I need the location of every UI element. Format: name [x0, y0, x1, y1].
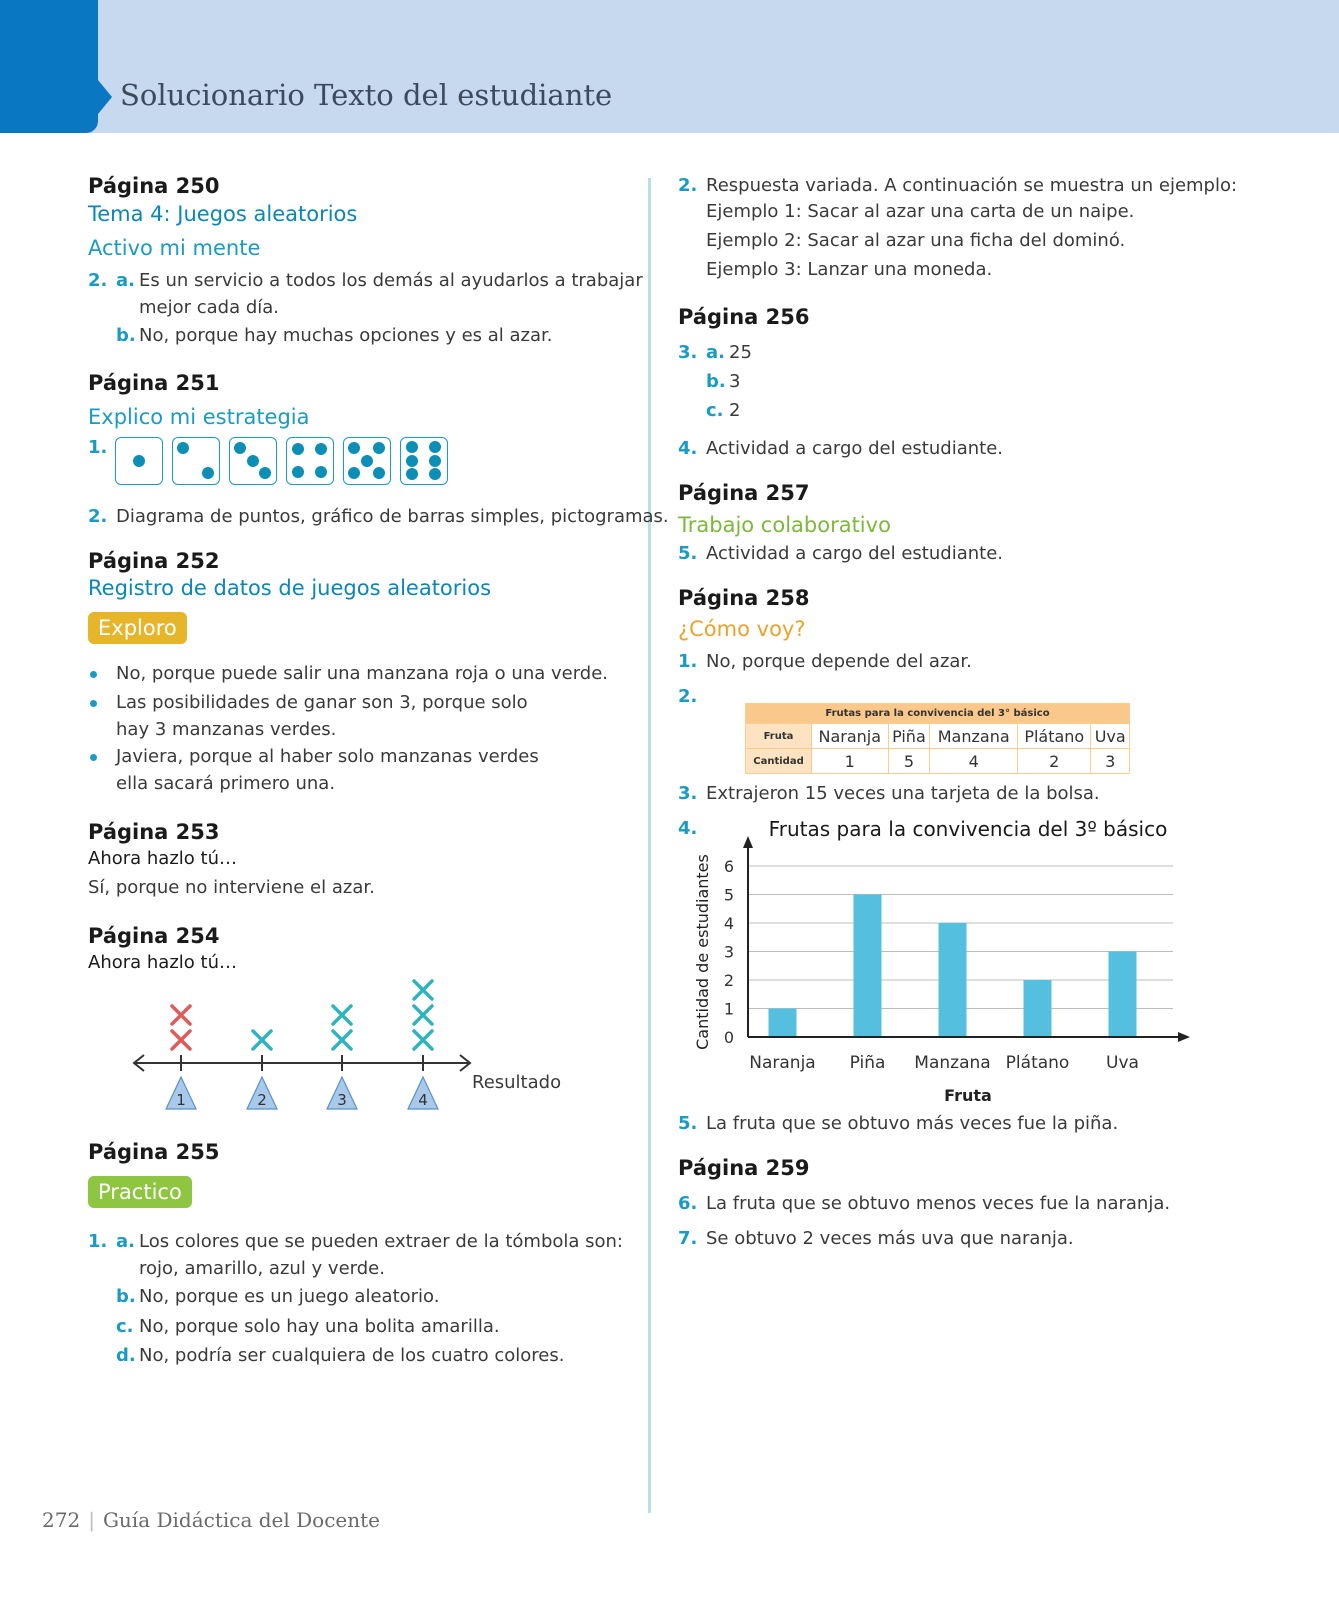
item-number: 2. — [88, 270, 108, 291]
answer-text: La fruta que se obtuvo menos veces fue la naranja. — [706, 1193, 1171, 1214]
answer-text: No, porque depende del azar. — [706, 651, 972, 672]
x-mark-icon — [333, 1031, 351, 1049]
badge-practico: Practico — [88, 1176, 192, 1208]
bullet-icon — [90, 754, 97, 761]
answer-text: No, porque solo hay una bolita amarilla. — [139, 1316, 500, 1337]
answer-text: Se obtuvo 2 veces más uva que naranja. — [706, 1228, 1074, 1249]
page-heading-253: Página 253 — [88, 820, 220, 844]
item-letter: c. — [116, 1316, 134, 1337]
die-pip — [177, 442, 189, 454]
x-mark-icon — [253, 1031, 271, 1049]
die-pip — [259, 467, 271, 479]
x-mark-icon — [414, 1031, 432, 1049]
die-pip — [348, 467, 360, 479]
die-pip — [373, 442, 385, 454]
die-pip — [406, 441, 418, 453]
subheading: Ahora hazlo tú… — [88, 952, 237, 973]
answer-value: 25 — [729, 342, 752, 363]
answer-text: ella sacará primero una. — [116, 773, 336, 794]
answer-text: rojo, amarillo, azul y verde. — [139, 1258, 385, 1279]
x-tick-label: Manzana — [914, 1053, 991, 1073]
item-number: 2. — [678, 175, 698, 196]
answer-text: Ejemplo 3: Lanzar una moneda. — [706, 259, 993, 280]
header-title: Solucionario Texto del estudiante — [120, 78, 613, 112]
x-mark-icon — [414, 1006, 432, 1024]
die-pip — [429, 468, 441, 480]
answer-text: mejor cada día. — [139, 297, 280, 318]
x-axis-arrow-icon — [1178, 1032, 1190, 1042]
item-number: 4. — [678, 438, 698, 459]
page-header — [0, 0, 1339, 133]
answer-text: Ejemplo 2: Sacar al azar una ficha del dominó. — [706, 230, 1126, 251]
x-axis-label: Fruta — [944, 1086, 992, 1105]
header-arrow-icon — [98, 80, 112, 114]
table-cell: Manzana — [930, 724, 1018, 749]
answer-value: 2 — [729, 400, 741, 421]
die-pip — [406, 468, 418, 480]
x-tick-label: Piña — [849, 1053, 886, 1073]
page-heading-254: Página 254 — [88, 924, 220, 948]
page-heading-257: Página 257 — [678, 481, 810, 505]
die-pip — [292, 466, 304, 478]
answer-text: Respuesta variada. A continuación se muestra un ejemplo: — [706, 175, 1238, 196]
table-row-label: Cantidad — [746, 749, 812, 774]
answer-text: Extrajeron 15 veces una tarjeta de la bolsa. — [706, 783, 1100, 804]
answer-text: hay 3 manzanas verdes. — [116, 719, 337, 740]
line-plot-tick-label: 2 — [257, 1091, 267, 1109]
bullet-icon — [90, 700, 97, 707]
topic-title: Registro de datos de juegos aleatorios — [88, 576, 492, 600]
line-plot — [128, 975, 562, 1125]
line-plot-tick-label: 4 — [418, 1091, 428, 1109]
table-cell: Plátano — [1018, 724, 1091, 749]
item-number: 3. — [678, 342, 698, 363]
x-tick-label: Uva — [1106, 1053, 1139, 1073]
answer-text: No, porque hay muchas opciones y es al azar. — [139, 325, 553, 346]
footer-separator: | — [88, 1508, 95, 1532]
item-letter: b. — [116, 325, 136, 346]
page-heading-258: Página 258 — [678, 586, 810, 610]
item-number: 1. — [88, 1231, 108, 1252]
item-number: 2. — [678, 686, 698, 707]
y-tick-label: 0 — [723, 1028, 734, 1047]
bar — [769, 1009, 797, 1038]
die-pip — [247, 455, 259, 467]
bar — [1024, 980, 1052, 1037]
bullet-icon — [90, 671, 97, 678]
answer-text: La fruta que se obtuvo más veces fue la piña. — [706, 1113, 1119, 1134]
table-caption: Frutas para la convivencia del 3° básico — [746, 704, 1130, 724]
die-face-3-icon — [229, 437, 277, 485]
line-plot-axis-label: Resultado — [472, 1072, 562, 1093]
item-letter: b. — [116, 1286, 136, 1307]
answer-value: 3 — [729, 371, 741, 392]
die-face-6-icon — [400, 437, 448, 485]
die-pip — [406, 455, 418, 467]
answer-text: No, porque es un juego aleatorio. — [139, 1286, 440, 1307]
die-face-2-icon — [172, 437, 220, 485]
y-axis-label: Cantidad de estudiantes — [693, 854, 712, 1050]
y-tick-label: 4 — [723, 914, 734, 933]
line-plot-tick-label: 1 — [176, 1091, 186, 1109]
subheading: Ahora hazlo tú… — [88, 848, 237, 869]
die-pip — [373, 467, 385, 479]
die-face-4-icon — [286, 437, 334, 485]
section-activo: Activo mi mente — [88, 236, 261, 260]
x-mark-icon — [333, 1006, 351, 1024]
bar — [854, 895, 882, 1038]
bar — [939, 923, 967, 1037]
chart-title: Frutas para la convivencia del 3º básico — [768, 817, 1168, 841]
section-trabajo: Trabajo colaborativo — [678, 513, 891, 537]
table-cell: 4 — [930, 749, 1018, 774]
x-mark-icon — [172, 1031, 190, 1049]
page-number: 272 — [42, 1508, 81, 1532]
x-mark-icon — [172, 1006, 190, 1024]
item-number: 5. — [678, 1113, 698, 1134]
die-pip — [348, 442, 360, 454]
item-letter: a. — [116, 1231, 135, 1252]
footer-guide: Guía Didáctica del Docente — [102, 1508, 381, 1532]
page-footer — [42, 1508, 380, 1532]
fruit-table — [745, 703, 1130, 774]
answer-text: No, podría ser cualquiera de los cuatro colores. — [139, 1345, 565, 1366]
page-heading-251: Página 251 — [88, 371, 220, 395]
section-como-voy: ¿Cómo voy? — [678, 617, 806, 641]
table-cell: 3 — [1091, 749, 1130, 774]
x-tick-label: Naranja — [749, 1053, 816, 1073]
answer-text: Actividad a cargo del estudiante. — [706, 438, 1003, 459]
y-tick-label: 6 — [723, 857, 734, 876]
answer-text: Sí, porque no interviene el azar. — [88, 877, 375, 898]
die-pip — [315, 466, 327, 478]
column-divider — [648, 178, 651, 1513]
die-pip — [429, 455, 441, 467]
topic-title: Tema 4: Juegos aleatorios — [88, 202, 358, 226]
answer-text: Los colores que se pueden extraer de la tómbola son: — [139, 1231, 623, 1252]
answer-text: Actividad a cargo del estudiante. — [706, 543, 1003, 564]
page-heading-252: Página 252 — [88, 549, 220, 573]
item-number: 2. — [88, 506, 108, 527]
bar-chart — [693, 812, 1208, 1124]
item-number: 1. — [678, 651, 698, 672]
y-tick-label: 2 — [723, 971, 734, 990]
item-letter: a. — [706, 342, 725, 363]
page-heading-259: Página 259 — [678, 1156, 810, 1180]
table-cell: 5 — [888, 749, 930, 774]
item-letter: c. — [706, 400, 724, 421]
y-axis-arrow-icon — [743, 836, 753, 848]
item-letter: d. — [116, 1345, 136, 1366]
y-tick-label: 1 — [723, 999, 734, 1019]
item-number: 7. — [678, 1228, 698, 1249]
table-cell: Naranja — [812, 724, 889, 749]
item-number: 6. — [678, 1193, 698, 1214]
table-cell: 1 — [812, 749, 889, 774]
header-tab — [0, 0, 98, 133]
die-pip — [133, 455, 145, 467]
item-number: 3. — [678, 783, 698, 804]
item-letter: a. — [116, 270, 135, 291]
die-face-1-icon — [115, 437, 163, 485]
die-pip — [315, 443, 327, 455]
page-heading-256: Página 256 — [678, 305, 810, 329]
y-tick-label: 5 — [723, 885, 734, 905]
table-row — [746, 749, 1130, 774]
die-pip — [292, 443, 304, 455]
die-pip — [429, 441, 441, 453]
item-number: 1. — [88, 437, 108, 458]
die-pip — [202, 467, 214, 479]
answer-text: Es un servicio a todos los demás al ayudarlos a trabajar — [139, 270, 643, 291]
table-cell: Piña — [888, 724, 930, 749]
y-tick-label: 3 — [723, 942, 734, 962]
table-row-label: Fruta — [746, 724, 812, 749]
answer-text: Diagrama de puntos, gráfico de barras simples, pictogramas. — [116, 506, 669, 527]
badge-exploro: Exploro — [88, 612, 187, 644]
item-number: 4. — [678, 818, 698, 839]
page-heading-250: Página 250 — [88, 174, 220, 198]
table-cell: Uva — [1091, 724, 1130, 749]
bar — [1109, 952, 1137, 1038]
answer-text: Ejemplo 1: Sacar al azar una carta de un naipe. — [706, 201, 1135, 222]
table-cell: 2 — [1018, 749, 1091, 774]
x-mark-icon — [414, 981, 432, 999]
x-tick-label: Plátano — [1005, 1053, 1070, 1073]
die-pip — [361, 455, 373, 467]
answer-text: No, porque puede salir una manzana roja o una verde. — [116, 663, 609, 684]
die-face-5-icon — [343, 437, 391, 485]
line-plot-tick-label: 3 — [337, 1091, 347, 1109]
answer-text: Javiera, porque al haber solo manzanas verdes — [116, 746, 539, 767]
item-letter: b. — [706, 371, 726, 392]
table-row — [746, 724, 1130, 749]
die-pip — [234, 442, 246, 454]
answer-text: Las posibilidades de ganar son 3, porque solo — [116, 692, 528, 713]
page-heading-255: Página 255 — [88, 1140, 220, 1164]
item-number: 5. — [678, 543, 698, 564]
section-explico: Explico mi estrategia — [88, 405, 310, 429]
